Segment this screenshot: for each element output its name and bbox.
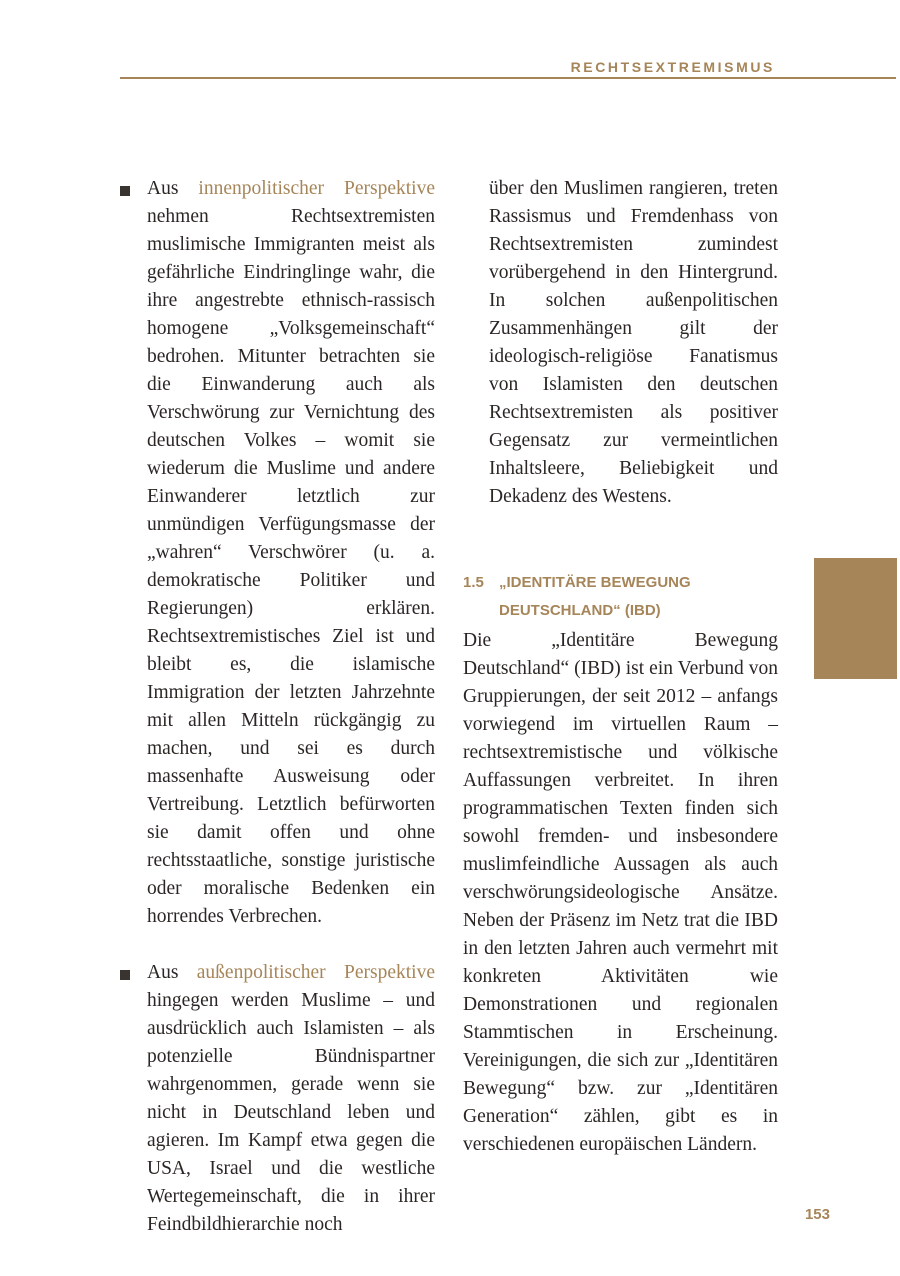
bullet-paragraph: [147, 959, 435, 1239]
right-column: [463, 175, 778, 1159]
bullet-text: nehmen Rechtsextremisten muslimische Immigranten meist als gefährliche Eindringlinge wahr, die ihre angestrebte ethnisch-rassisch homogene „Volksgemeinschaft“ bedrohen. Mitunter betrachten sie die Einwanderung auch als Verschwörung zur Vernichtung des deutschen Volkes – womit sie wiederum die Muslime und andere Einwanderer letztlich zur unmündigen Verfügungsmasse der „wahren“ Verschwörer (u. a. demokratische Politiker und Regierungen) erklären. Rechtsextremistisches Ziel ist und bleibt es, die islamische Immigration der letzten Jahrzehnte mit allen Mitteln rückgängig zu machen, und sei es durch massenhafte Ausweisung oder Vertreibung. Letztlich befürworten sie damit offen und ohne rechtsstaatliche, sonstige juristische oder moralische Bedenken ein horrendes Verbrechen.: [147, 206, 435, 927]
square-bullet-icon: [120, 186, 130, 196]
chapter-tab: [814, 558, 897, 679]
bullet-lead: Aus: [147, 178, 199, 199]
bullet-paragraph: [147, 175, 435, 931]
page-number: 153: [804, 1206, 830, 1223]
bullet-item-domestic: [120, 175, 435, 931]
section-number: 1.5: [463, 574, 484, 591]
section-heading: [463, 569, 778, 625]
running-title: RECHTSEXTREMISMUS: [570, 59, 775, 75]
section-title: „IDENTITÄRE BEWEGUNG DEUTSCHLAND“ (IBD): [499, 574, 691, 619]
bullet-text: hingegen werden Muslime – und ausdrücklich auch Islamisten – als potenzielle Bündnispartner wahrgenommen, gerade wenn sie nicht in Deutschland leben und agieren. Im Kampf etwa gegen die USA, Israel und die westliche Wertegemeinschaft, die in ihrer Feindbildhierarchie noch: [147, 990, 435, 1235]
header-rule: [120, 77, 896, 79]
section-body: Die „Identitäre Bewegung Deutschland“ (IBD) ist ein Verbund von Gruppierungen, der seit 2012 – anfangs vorwiegend im virtuellen Raum – rechtsextremistische und völkische Auffassungen verbreitet. In ihren programmatischen Texten finden sich sowohl fremden- und insbesondere muslimfeindliche Aussagen als auch verschwörungsideologische Ansätze. Neben der Präsenz im Netz trat die IBD in den letzten Jahren auch vermehrt mit konkreten Aktivitäten wie Demonstrationen und regionalen Stammtischen in Erscheinung. Vereinigungen, die sich zur „Identitären Bewegung“ bzw. zur „Identitären Generation“ zählen, gibt es in verschiedenen europäischen Ländern.: [463, 630, 778, 1155]
square-bullet-icon: [120, 970, 130, 980]
continuation-paragraph: über den Muslimen rangieren, treten Rassismus und Fremdenhass von Rechtsextremisten zumindest vorübergehend in den Hintergrund. In solchen außenpolitischen Zusammenhängen gilt der ideologisch-religiöse Fanatismus von Islamisten den deutschen Rechtsextremisten als positiver Gegensatz zur vermeintlichen Inhaltsleere, Beliebigkeit und Dekadenz des Westens.: [489, 178, 778, 507]
bullet-highlight: innenpolitischer Perspektive: [198, 178, 435, 199]
bullet-item-foreign: [120, 959, 435, 1239]
left-column: [120, 175, 435, 1239]
bullet-highlight: außenpolitischer Perspektive: [196, 962, 435, 983]
bullet-lead: Aus: [147, 962, 197, 983]
